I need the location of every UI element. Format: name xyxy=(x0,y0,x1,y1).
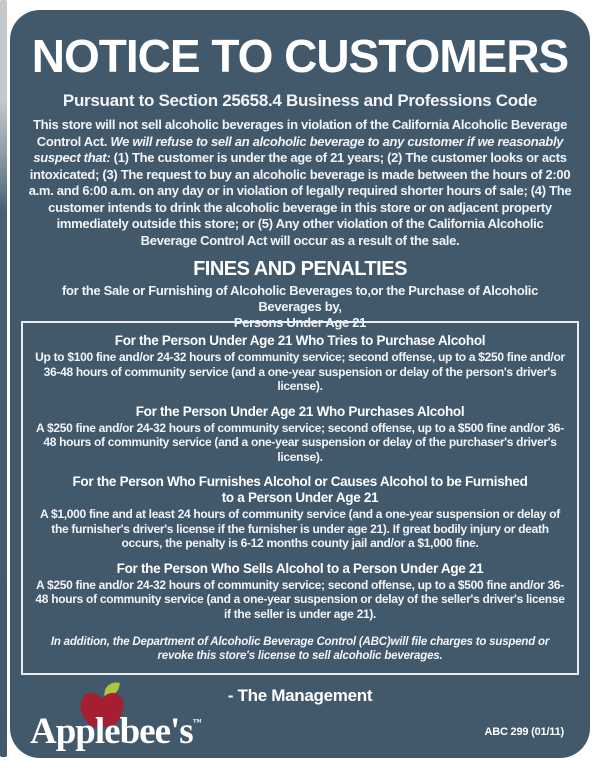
penalties-box xyxy=(21,321,579,675)
intro-paragraph xyxy=(28,117,572,249)
penalty-body: Up to $100 fine and/or 24-32 hours of community service; second offense, up to a $250 fine and/or 36-48 hours of community service (and a one-year suspension or delay of the person's driver's license). xyxy=(35,350,565,393)
notice-sign xyxy=(10,10,590,758)
intro-part1: This store will not sell alcoholic beverages in violation of the California Alcoholic Beverage Control Act. xyxy=(32,117,568,149)
intro-italic: We will refuse to sell an alcoholic beverage to any customer if we reasonably suspect that: xyxy=(33,133,564,165)
penalty-heading: For the Person Under Age 21 Who Tries to Purchase Alcohol xyxy=(114,333,486,348)
penalty-heading: For the Person Who Sells Alcohol to a Person Under Age 21 xyxy=(116,560,484,576)
penalty-section-furnishes xyxy=(33,474,567,551)
penalty-section-sells xyxy=(33,561,567,622)
penalty-body: A $1,000 fine and at least 24 hours of community service (and a one-year suspension or delay of the furnisher's driver's license if the furnisher is under age 21). If great bodily injury or death occurs, the penalty is 6-12 months county jail and/or a $1,000 fine. xyxy=(40,507,560,550)
abc-note: In addition, the Department of Alcoholic Beverage Control (ABC)will file charges to suspend or revoke this store's license to sell alcoholic beverages. xyxy=(50,636,550,662)
applebees-logo xyxy=(28,678,228,762)
fines-heading: FINES AND PENALTIES xyxy=(193,258,407,280)
brand-name: Applebee's xyxy=(30,711,193,752)
form-number: ABC 299 (01/11) xyxy=(484,726,564,738)
penalty-section-tries-to-purchase xyxy=(33,333,567,394)
notice-subtitle: Pursuant to Section 25658.4 Business and Professions Code xyxy=(62,91,538,110)
sign-top-content xyxy=(10,10,590,331)
brand-wordmark xyxy=(30,710,202,753)
intro-part2: (1) The customer is under the age of 21 years; (2) The customer looks or acts intoxicated; (3) The request to buy an alcoholic beverage is made between the hours of 2:00 a.m. and 6:00 a.m. on any day or in violation of legally required shorter hours of sale; (4) The customer intends to drink the alcoholic beverage in this store or on adjacent property immediately outside this store; or (5) Any other violation of the California Alcoholic Beverage Control Act will occur as a result of the sale. xyxy=(28,150,572,248)
penalty-heading: For the Person Who Furnishes Alcohol or Causes Alcohol to be Furnished to a Person Under Age 21 xyxy=(72,474,528,505)
photo-edge-artifact xyxy=(0,0,7,757)
fines-subheading-line2: Persons Under Age 21 xyxy=(233,315,367,330)
penalty-body: A $250 fine and/or 24-32 hours of community service; second offense, up to a $500 fine and/or 36-48 hours of community service (and a one-year suspension or delay of the seller's driver's license if the seller is under age 21). xyxy=(35,577,565,621)
signature: - The Management xyxy=(227,686,373,705)
trademark-symbol: ™ xyxy=(192,717,202,727)
notice-title: NOTICE TO CUSTOMERS xyxy=(31,30,569,82)
fines-subheading-line1: for the Sale or Furnishing of Alcoholic Beverages to,or the Purchase of Alcoholic Beverages by, xyxy=(61,283,539,314)
penalty-body: A $250 fine and/or 24-32 hours of community service; second offense, up to a $500 fine and/or 36-48 hours of community service (and a one-year suspension or delay of the purchaser's driver's license). xyxy=(36,420,564,464)
penalty-section-purchases xyxy=(33,404,567,465)
penalty-heading: For the Person Under Age 21 Who Purchases Alcohol xyxy=(135,403,465,419)
